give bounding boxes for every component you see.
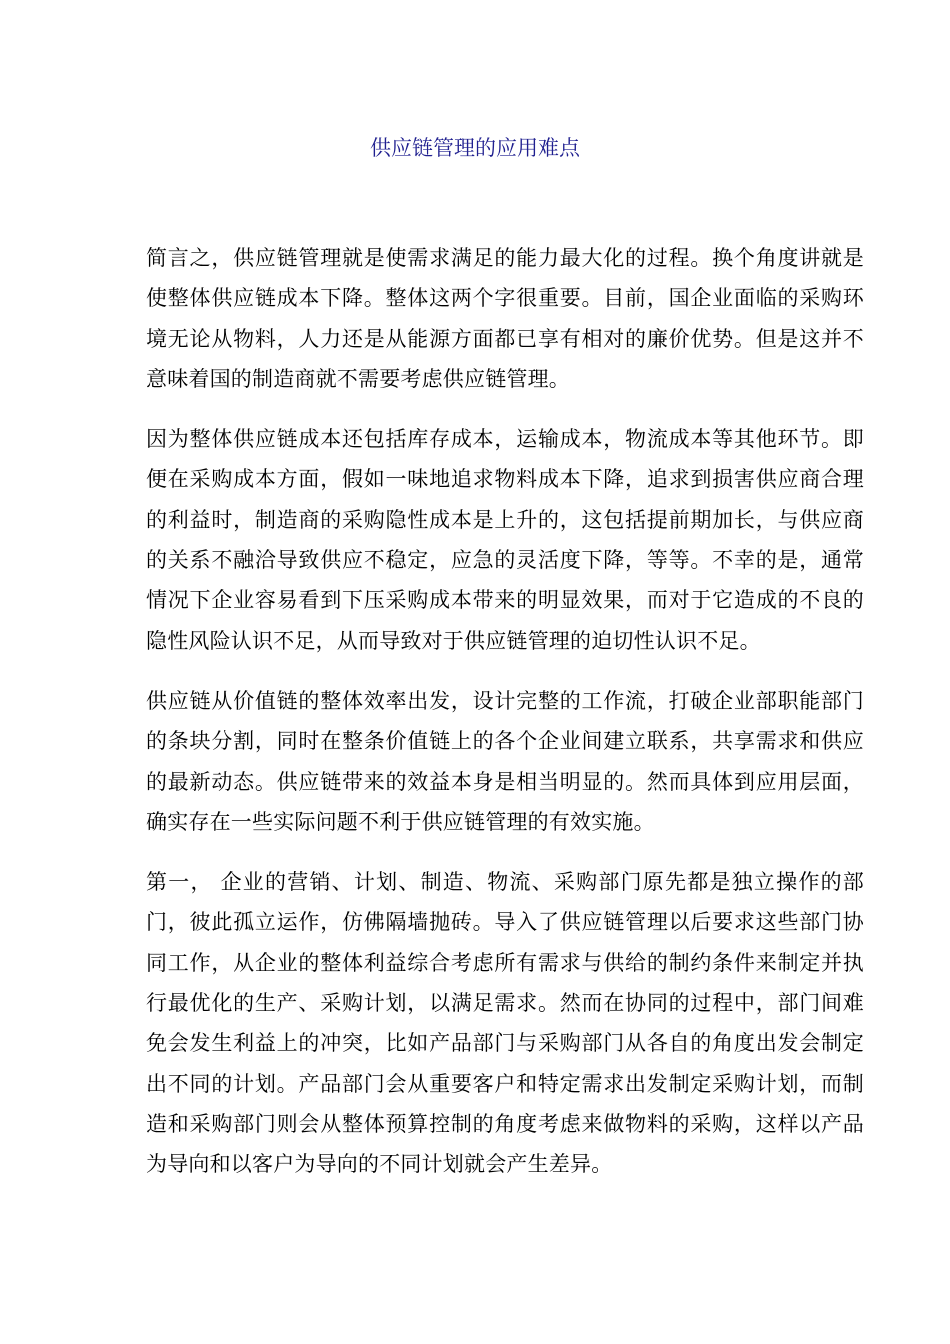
paragraph-3: 供应链从价值链的整体效率出发，设计完整的工作流，打破企业部职能部门的条块分割，同时在整条价值链上的各个企业间建立联系，共享需求和供应的最新动态。供应链带来的效益本身是相当明显的。然而具体到应用层面，确实存在一些实际问题不利于供应链管理的有效实施。 bbox=[146, 688, 864, 834]
document-title: 供应链管理的应用难点 bbox=[370, 136, 580, 160]
paragraph-2: 因为整体供应链成本还包括库存成本，运输成本，物流成本等其他环节。即便在采购成本方面，假如一味地追求物料成本下降，追求到损害供应商合理的利益时，制造商的采购隐性成本是上升的，这包括提前期加长，与供应商的关系不融洽导致供应不稳定，应急的灵活度下降，等等。不幸的是，通常情况下企业容易看到下压采购成本带来的明显效果，而对于它造成的不良的隐性风险认识不足，从而导致对于供应链管理的迫切性认识不足。 bbox=[146, 427, 864, 653]
paragraph-4: 第一， 企业的营销、计划、制造、物流、采购部门原先都是独立操作的部门，彼此孤立运作，仿佛隔墙抛砖。导入了供应链管理以后要求这些部门协同工作，从企业的整体利益综合考虑所有需求与供给的制约条件来制定并执行最优化的生产、采购计划，以满足需求。然而在协同的过程中，部门间难免会发生利益上的冲突，比如产品部门与采购部门从各自的角度出发会制定出不同的计划。产品部门会从重要客户和特定需求出发制定采购计划，而制造和采购部门则会从整体预算控制的角度考虑来做物料的采购，这样以产品为导向和以客户为导向的不同计划就会产生差异。 bbox=[146, 870, 864, 1177]
paragraph-1: 简言之，供应链管理就是使需求满足的能力最大化的过程。换个角度讲就是使整体供应链成本下降。整体这两个字很重要。目前，国企业面临的采购环境无论从物料，人力还是从能源方面都已享有相对的廉价优势。但是这并不意味着国的制造商就不需要考虑供应链管理。 bbox=[146, 246, 864, 391]
document-body bbox=[146, 238, 864, 1205]
